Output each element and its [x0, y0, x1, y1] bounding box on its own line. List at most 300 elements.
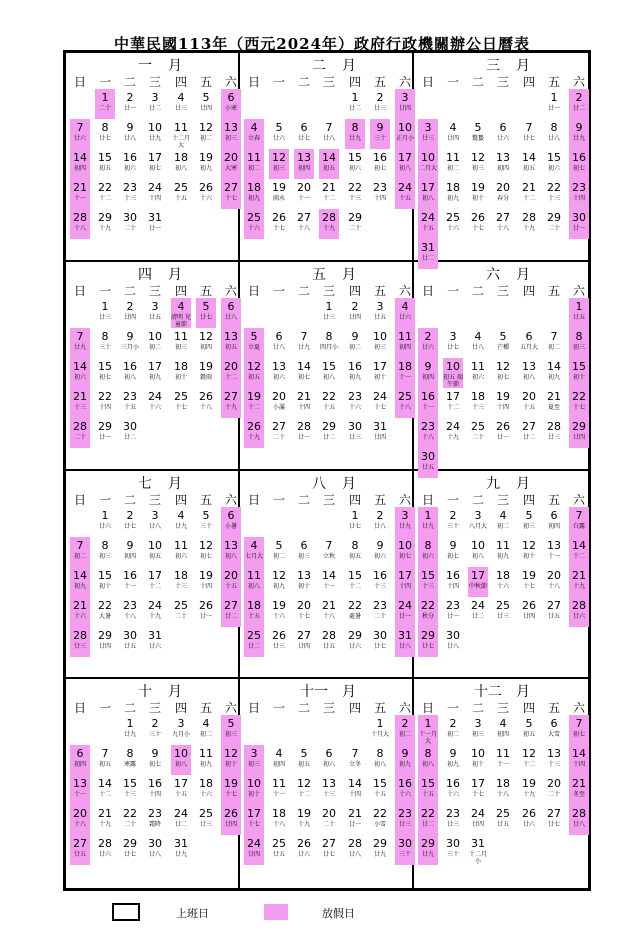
workday-cell: [519, 597, 539, 627]
workday-cell: [269, 775, 289, 805]
month-block: [414, 679, 588, 888]
holiday-cell: [70, 567, 90, 597]
holiday-cell: [395, 179, 415, 209]
lunar-date: 初六: [174, 552, 187, 560]
holiday-cell: [418, 745, 438, 775]
lunar-date: 初七: [199, 552, 212, 560]
workday-cell: [145, 715, 165, 745]
day-number: 18: [471, 389, 485, 403]
day-number: 9: [401, 747, 409, 761]
workday-cell: [345, 209, 365, 239]
workday-cell: [345, 179, 365, 209]
workday-cell: [171, 89, 191, 119]
lunar-date: 十二: [572, 552, 585, 560]
lunar-date: 驚蟄: [471, 135, 484, 142]
holiday-cell: [70, 805, 90, 835]
day-number: 24: [446, 419, 460, 433]
lunar-date: 十三: [174, 582, 187, 590]
workday-cell: [294, 179, 314, 209]
holiday-cell: [345, 119, 365, 149]
lunar-date: 十四: [297, 403, 310, 411]
day-number: 4: [401, 299, 409, 313]
lunar-date: 冬至: [572, 791, 585, 799]
workday-cell: [196, 597, 216, 627]
day-number: 17: [148, 151, 162, 164]
workday-cell: [370, 507, 390, 537]
month-block: [414, 471, 588, 680]
day-number: 26: [522, 598, 536, 612]
lunar-date: 初九: [199, 761, 212, 769]
lunar-date: 初三: [471, 731, 484, 739]
lunar-date: 十四: [199, 582, 212, 590]
day-number: 5: [250, 329, 258, 343]
day-number: 31: [174, 837, 188, 851]
day-number: 8: [351, 538, 359, 552]
legend: [0, 903, 644, 923]
day-number: 27: [297, 628, 311, 642]
day-number: 9: [424, 359, 432, 373]
holiday-cell: [395, 835, 415, 865]
day-number: 23: [123, 181, 137, 194]
day-number: 24: [148, 181, 162, 194]
lunar-date: 廿二: [421, 255, 434, 262]
day-number: 10: [148, 121, 162, 134]
workday-cell: [370, 358, 390, 388]
lunar-date: 廿四: [446, 135, 459, 142]
holiday-cell: [395, 715, 415, 745]
workday-cell: [145, 507, 165, 537]
weekday-label: 六: [398, 701, 411, 716]
lunar-date: 雨水: [272, 195, 285, 202]
lunar-date: 初三: [98, 552, 111, 560]
lunar-date: 十四: [572, 195, 585, 202]
lunar-date: 初七: [572, 731, 585, 739]
day-number: 12: [199, 538, 213, 552]
lunar-date: 廿九: [421, 522, 434, 530]
day-number: 19: [247, 389, 261, 403]
weekday-label: 日: [421, 492, 434, 507]
lunar-date: 小雪: [373, 821, 386, 829]
day-number: 2: [126, 299, 134, 313]
weekday-label: 四: [174, 492, 187, 507]
workday-cell: [294, 328, 314, 358]
workday-cell: [95, 358, 115, 388]
workday-cell: [345, 805, 365, 835]
day-number: 21: [98, 807, 112, 821]
workday-cell: [120, 507, 140, 537]
day-number: 1: [575, 299, 583, 313]
lunar-date: 廿七: [446, 343, 459, 351]
workday-cell: [544, 507, 564, 537]
lunar-date: 二十: [322, 821, 335, 829]
lunar-date: 初七: [446, 552, 459, 560]
day-number: 25: [398, 389, 412, 403]
lunar-date: 十八: [322, 612, 335, 620]
lunar-date: 初五: [522, 731, 535, 739]
workday-cell: [443, 805, 463, 835]
lunar-date: 三十: [148, 731, 161, 739]
workday-cell: [370, 418, 390, 448]
workday-cell: [95, 775, 115, 805]
day-number: 2: [376, 91, 384, 104]
lunar-date: 十二: [522, 761, 535, 769]
lunar-date: 廿四: [373, 433, 386, 441]
day-number: 3: [401, 91, 409, 104]
workday-cell: [443, 715, 463, 745]
workday-cell: [443, 775, 463, 805]
workday-cell: [95, 745, 115, 775]
weekday-label: 一: [446, 701, 459, 716]
holiday-cell: [70, 179, 90, 209]
day-number: 19: [199, 568, 213, 582]
lunar-date: 十三: [547, 761, 560, 769]
lunar-date: 二十: [547, 791, 560, 799]
workday-cell: [196, 507, 216, 537]
workday-cell: [370, 328, 390, 358]
lunar-date: 二十: [123, 821, 136, 829]
lunar-date: 十九: [572, 582, 585, 590]
holiday-cell: [70, 745, 90, 775]
weekday-label: 二: [297, 283, 310, 298]
day-number: 7: [351, 747, 359, 761]
workday-cell: [345, 775, 365, 805]
workday-cell: [519, 179, 539, 209]
lunar-date: 初七: [148, 761, 161, 769]
holiday-cell: [395, 298, 415, 328]
day-number: 27: [73, 837, 87, 851]
lunar-date: 十二: [98, 195, 111, 202]
lunar-date: 十七: [297, 612, 310, 620]
lunar-date: 廿二: [322, 433, 335, 441]
lunar-date: 初八: [471, 552, 484, 560]
day-number: 17: [148, 359, 162, 373]
holiday-cell: [171, 298, 191, 328]
lunar-date: 廿二: [123, 433, 136, 441]
lunar-date: 立冬: [348, 761, 361, 769]
workday-cell: [294, 358, 314, 388]
lunar-date: 廿九: [148, 135, 161, 142]
day-number: 24: [471, 807, 485, 821]
weekday-label: 三: [322, 492, 335, 507]
holiday-cell: [70, 835, 90, 865]
lunar-date: 十九: [224, 403, 237, 411]
holiday-cell: [418, 507, 438, 537]
weekday-label: 四: [522, 75, 535, 89]
workday-cell: [269, 358, 289, 388]
day-number: 30: [446, 628, 460, 642]
workday-cell: [196, 119, 216, 149]
lunar-date: 三十: [98, 343, 111, 351]
lunar-date: 五月大: [519, 343, 538, 351]
lunar-date: 初九: [199, 165, 212, 172]
day-number: 7: [575, 508, 583, 522]
lunar-date: 廿九: [174, 522, 187, 530]
lunar-date: 初五: [297, 761, 310, 769]
month-block: [66, 262, 240, 471]
lunar-date: 初八: [322, 373, 335, 381]
holiday-cell: [569, 209, 589, 239]
workday-cell: [145, 119, 165, 149]
workday-cell: [171, 358, 191, 388]
day-number: 26: [272, 211, 286, 224]
lunar-date: 廿四: [297, 642, 310, 650]
weekday-label: 三: [496, 283, 509, 298]
day-number: 3: [250, 747, 258, 761]
lunar-date: 初二: [199, 135, 212, 142]
day-number: 27: [224, 389, 238, 403]
lunar-date: 廿五: [421, 463, 434, 471]
day-number: 26: [297, 837, 311, 851]
weekday-label: 日: [247, 492, 260, 507]
lunar-date: 初二: [73, 552, 86, 560]
weekday-label: 二: [297, 75, 310, 89]
day-number: 3: [424, 121, 432, 134]
lunar-date: 十二: [322, 195, 335, 202]
weekday-label: 四: [174, 283, 187, 298]
day-number: 21: [73, 598, 87, 612]
day-number: 15: [547, 151, 561, 164]
day-number: 7: [76, 538, 84, 552]
day-number: 17: [446, 389, 460, 403]
workday-cell: [269, 328, 289, 358]
workday-cell: [196, 537, 216, 567]
workday-cell: [120, 597, 140, 627]
lunar-date: 初四: [547, 522, 560, 530]
lunar-date: 廿六: [398, 313, 411, 321]
workday-cell: [544, 89, 564, 119]
workday-cell: [171, 597, 191, 627]
workday-cell: [319, 418, 339, 448]
workday-cell: [443, 835, 463, 865]
holiday-cell: [244, 775, 264, 805]
month-name-number: 十一: [300, 684, 328, 701]
lunar-date: 廿三: [547, 433, 560, 441]
day-number: 29: [98, 628, 112, 642]
day-number: 10: [398, 538, 412, 552]
day-number: 12: [247, 359, 261, 373]
day-number: 5: [474, 121, 482, 134]
day-number: 14: [73, 359, 87, 373]
day-number: 4: [177, 508, 185, 522]
lunar-date: 初四: [73, 761, 86, 769]
holiday-swatch: [264, 904, 288, 920]
lunar-date: 初二: [199, 731, 212, 739]
holiday-cell: [395, 89, 415, 119]
workday-cell: [519, 119, 539, 149]
workday-cell: [196, 328, 216, 358]
holiday-cell: [70, 358, 90, 388]
workday-cell: [95, 298, 115, 328]
day-number: 1: [101, 91, 109, 104]
day-number: 10: [398, 121, 412, 134]
day-number: 18: [174, 568, 188, 582]
weekday-label: 四: [174, 75, 187, 89]
day-number: 18: [174, 151, 188, 164]
day-number: 11: [471, 359, 485, 373]
lunar-date: 廿六: [297, 851, 310, 859]
lunar-date: 初五: [98, 165, 111, 172]
day-number: 23: [572, 181, 586, 194]
holiday-cell: [569, 388, 589, 418]
month-block: [414, 53, 588, 262]
lunar-date: 廿一: [199, 612, 212, 620]
weekday-label: 一: [446, 283, 459, 298]
lunar-date: 初九: [496, 552, 509, 560]
lunar-date: 初三: [272, 165, 285, 172]
day-number: 2: [575, 91, 583, 104]
day-number: 26: [496, 419, 510, 433]
day-number: 6: [227, 508, 235, 522]
workday-cell: [120, 388, 140, 418]
workday-cell: [493, 388, 513, 418]
day-number: 13: [547, 538, 561, 552]
weekday-label: 三: [496, 701, 509, 716]
day-number: 19: [272, 181, 286, 194]
lunar-date: 初四: [73, 165, 86, 172]
month-name-number: 六: [486, 266, 500, 283]
workday-cell: [468, 328, 488, 358]
lunar-date: 廿六: [572, 612, 585, 620]
day-number: 12: [199, 121, 213, 134]
workday-cell: [196, 388, 216, 418]
day-number: 14: [73, 151, 87, 164]
day-number: 25: [247, 628, 261, 642]
lunar-date: 三十: [199, 522, 212, 530]
workday-cell: [519, 388, 539, 418]
day-number: 11: [174, 121, 188, 134]
month-name-suffix: 月: [168, 475, 182, 492]
lunar-date: 十月大: [370, 731, 389, 739]
lunar-date: 廿三: [373, 105, 386, 112]
day-number: 23: [123, 598, 137, 612]
holiday-cell: [70, 209, 90, 239]
lunar-date: 十八: [496, 791, 509, 799]
day-number: 23: [348, 389, 362, 403]
lunar-date: 十六: [199, 791, 212, 799]
workday-cell: [95, 328, 115, 358]
lunar-date: 十一: [496, 761, 509, 769]
month-name-suffix: 月: [168, 266, 182, 283]
holiday-cell: [294, 149, 314, 179]
lunar-date: 初十: [572, 373, 585, 381]
workday-cell: [120, 418, 140, 448]
holiday-cell: [70, 597, 90, 627]
day-number: 3: [177, 717, 185, 731]
day-number: 13: [272, 359, 286, 373]
day-number: 29: [123, 837, 137, 851]
lunar-date: 十一: [322, 582, 335, 590]
day-number: 20: [224, 568, 238, 582]
day-number: 5: [275, 121, 283, 134]
day-number: 23: [123, 389, 137, 403]
lunar-date: 初三: [224, 135, 237, 142]
workday-cell: [468, 149, 488, 179]
month-name-suffix: 月: [168, 58, 182, 74]
holiday-cell: [418, 567, 438, 597]
month-name: [414, 473, 588, 492]
workday-cell: [171, 119, 191, 149]
lunar-date: 廿一: [148, 225, 161, 232]
lunar-date: 十七: [471, 225, 484, 232]
holiday-cell: [418, 805, 438, 835]
holiday-cell: [244, 358, 264, 388]
lunar-date: 十八: [496, 225, 509, 232]
month-name-number: 九: [486, 475, 500, 492]
weekday-label: 五: [199, 701, 212, 716]
lunar-date: 初三: [224, 731, 237, 739]
day-number: 12: [199, 329, 213, 343]
holiday-cell: [244, 328, 264, 358]
day-number: 14: [297, 359, 311, 373]
lunar-date: 二十: [348, 225, 361, 232]
workday-cell: [319, 567, 339, 597]
day-number: 17: [421, 181, 435, 194]
holiday-cell: [418, 358, 438, 388]
day-number: 1: [325, 299, 333, 313]
month-name-suffix: 月: [342, 58, 356, 74]
lunar-date: 十八: [297, 225, 310, 232]
day-number: 14: [322, 568, 336, 582]
workday-cell: [269, 597, 289, 627]
month-name-number: 十二: [474, 684, 502, 701]
lunar-date: 初二: [148, 343, 161, 351]
lunar-date: 二十: [547, 225, 560, 232]
workday-cell: [196, 358, 216, 388]
workday-cell: [345, 627, 365, 657]
day-number: 18: [398, 359, 412, 373]
day-number: 18: [247, 598, 261, 612]
lunar-date: 四月小: [319, 343, 338, 351]
workday-cell: [145, 627, 165, 657]
day-number: 8: [351, 121, 359, 134]
weekday-label: 三: [148, 75, 161, 89]
day-number: 15: [322, 359, 336, 373]
weekday-label: 日: [421, 701, 434, 716]
lunar-date: 廿九: [123, 731, 136, 739]
lunar-date: 廿六: [98, 851, 111, 859]
holiday-cell: [244, 119, 264, 149]
weekday-label: 二: [471, 701, 484, 716]
lunar-date: 廿八: [547, 135, 560, 142]
day-number: 3: [151, 299, 159, 313]
holiday-cell: [70, 627, 90, 657]
workday-cell: [171, 537, 191, 567]
day-number: 17: [398, 151, 412, 164]
lunar-date: 十五: [174, 195, 187, 202]
day-number: 3: [401, 508, 409, 522]
holiday-cell: [395, 537, 415, 567]
day-number: 9: [376, 538, 384, 552]
lunar-date: 廿三: [98, 313, 111, 321]
workday-cell: [370, 179, 390, 209]
day-number: 31: [373, 419, 387, 433]
day-number: 28: [322, 211, 336, 224]
day-number: 30: [572, 211, 586, 224]
lunar-date: 廿八: [446, 642, 459, 650]
day-number: 19: [471, 181, 485, 194]
holiday-cell: [569, 358, 589, 388]
lunar-date: 十八: [199, 403, 212, 411]
workday-cell: [370, 567, 390, 597]
month-name-suffix: 月: [342, 684, 356, 701]
lunar-date: 初四: [123, 552, 136, 560]
workday-cell: [95, 209, 115, 239]
holiday-cell: [70, 119, 90, 149]
holiday-cell: [221, 715, 241, 745]
day-number: 8: [126, 747, 134, 761]
lunar-date: 十二: [148, 582, 161, 590]
day-number: 18: [199, 777, 213, 791]
